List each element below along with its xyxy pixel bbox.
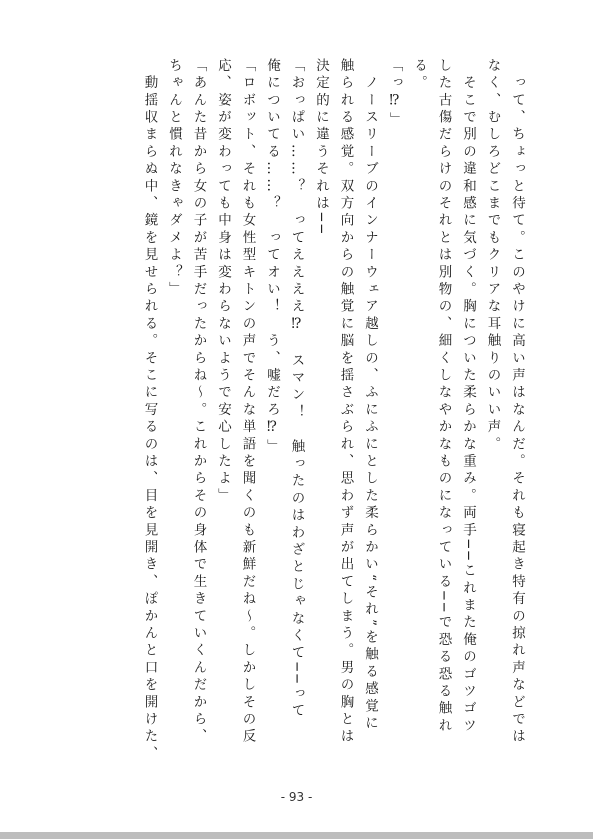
text-line: 「あんた昔から女の子が苦手だったからね～。これからその身体で生きていくんだから、 [190,58,207,746]
text-line: る。 [411,58,427,93]
text-line: って、ちょっと待て。このやけに高い声はなんだ。それも寝起き特有の掠れ声などでは [509,58,525,746]
text-line: 俺についてる……？ ってオい！ う、嘘だろ⁉」 [264,58,280,457]
text-line: 「おっぱい……？ ってええええ⁉ スマン！ 触ったのはわざとじゃなくて──って [288,58,305,721]
text-line: 触られる感覚。双方向からの触覚に脳を揺さぶられ、思わず声が出てしまう。男の胸とは [337,58,354,746]
text-line: 動揺収まらぬ中、鏡を見せられる。そこに写るのは、目を見開き、ぽかんと口を開けた、 [141,58,158,763]
text-line: ノースリーブのインナーウェア越しの、ふにふにとした柔らかい“それ”を触る感覚に [362,58,378,733]
text-line: なく、むしろどこまでもクリアな耳触りのいい声。 [484,58,501,454]
text-line: した古傷だらけのそれとは別物の、細くしなやかなものになっている──で恐る恐る触れ [435,58,452,736]
bottom-scroll-bar [0,832,593,839]
vertical-body-text [59,58,529,763]
text-line: 決定的に違うそれは── [313,58,329,237]
text-line: ちゃんと慣れなきゃダメよ？」 [166,58,182,299]
text-line: 「っ⁉」 [386,58,403,130]
page-number: - 93 - [280,790,313,804]
text-line: 「ロボット、それも女性型キトンの声でそんな単語を聞くのも新鮮だね～。しかしその反 [239,58,256,746]
text-line: そこで別の違和感に気づく。胸についた柔らかな重み。両手──これまた俺のゴツゴツ [460,58,476,736]
text-line: 応、姿が変わっても中身は変わらないようで安心したよ」 [215,58,231,506]
